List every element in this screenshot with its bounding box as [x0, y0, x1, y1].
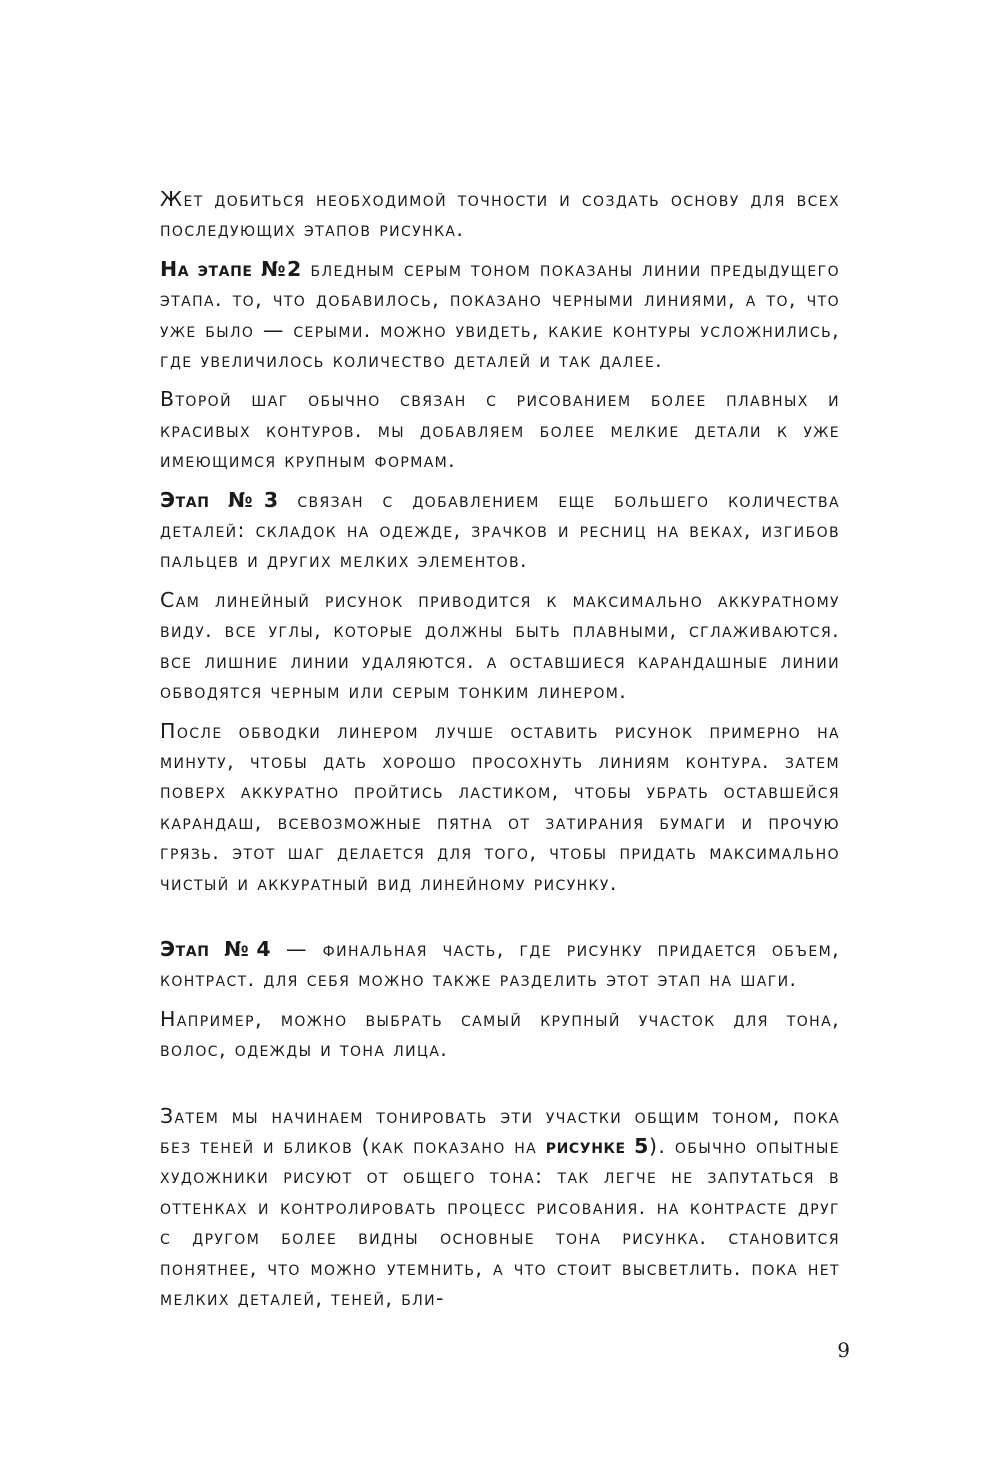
stage-2-heading: На этапе №2 — [160, 256, 302, 281]
paragraph-example — [160, 1004, 840, 1065]
paragraph-liner-cleanup — [160, 716, 840, 898]
paragraph-text: — финальная часть, где рисунку придается объем, контраст. для себя можно также разделить этот этап на шаги. — [160, 936, 840, 992]
paragraph-toning — [160, 1101, 840, 1314]
figure-reference: рисунке 5 — [545, 1133, 649, 1158]
paragraph-text: Жет добиться необходимой точности и создать основу для всех последующих этапов рисунка. — [160, 187, 840, 242]
paragraph-stage-2 — [160, 254, 840, 376]
paragraph-text: бледным серым тоном показаны линии предыдущего этапа. то, что добавилось, показано черными линиями, а то, что уже было — серыми. можно увидеть, какие контуры усложнились, где увеличилось количество деталей и так далее. — [160, 256, 840, 373]
paragraph-text: Сам линейный рисунок приводится к максимально аккуратному виду. все углы, которые должны быть плавными, сглаживаются. все лишние линии удаляются. а оставшиеся карандашные линии обводятся черным или серым тонким линером. — [160, 587, 840, 704]
body-text — [160, 184, 840, 1313]
paragraph-text: Например, можно выбрать самый крупный участок для тона, волос, одежды и тона лица. — [160, 1006, 840, 1062]
paragraph-second-step — [160, 384, 840, 475]
paragraph-stage-3 — [160, 485, 840, 576]
page-number: 9 — [837, 1338, 850, 1362]
paragraph-text: Затем мы начинаем тонировать эти участки общим тоном, пока без теней и бликов (как показано на — [160, 1103, 840, 1158]
paragraph-text: После обводки линером лучше оставить рисунок примерно на минуту, чтобы дать хорошо просохнуть линиям контура. затем поверх аккуратно пройтись ластиком, чтобы убрать оставшейся карандаш, всевозможные пятна от затирания бумаги и прочую грязь. этот шаг делается для того, чтобы придать максимально чистый и аккуратный вид линейному рисунку. — [160, 718, 840, 895]
paragraph-intro-continuation — [160, 184, 840, 245]
paragraph-linear-drawing — [160, 585, 840, 707]
paragraph-text: Второй шаг обычно связан с рисованием более плавных и красивых контуров. мы добавляем более мелкие детали к уже имеющимся крупным формам. — [160, 387, 840, 473]
stage-4-heading: Этап №4 — [160, 936, 272, 961]
paragraph-stage-4 — [160, 934, 840, 995]
paragraph-text: связан с добавлением еще большего количества деталей: складок на одежде, зрачков и ресниц на веках, изгибов пальцев и других мелких элементов. — [160, 487, 840, 573]
paragraph-text: ). обычно опытные художники рисуют от общего тона: так легче не запутаться в оттенках и контролировать процесс рисования. на контрасте друг с другом более видны основные тона рисунка. становится понятнее, что можно утемнить, а что стоит высветлить. пока нет мелких деталей, теней, бли- — [160, 1133, 840, 1310]
stage-3-heading: Этап №3 — [160, 487, 279, 512]
